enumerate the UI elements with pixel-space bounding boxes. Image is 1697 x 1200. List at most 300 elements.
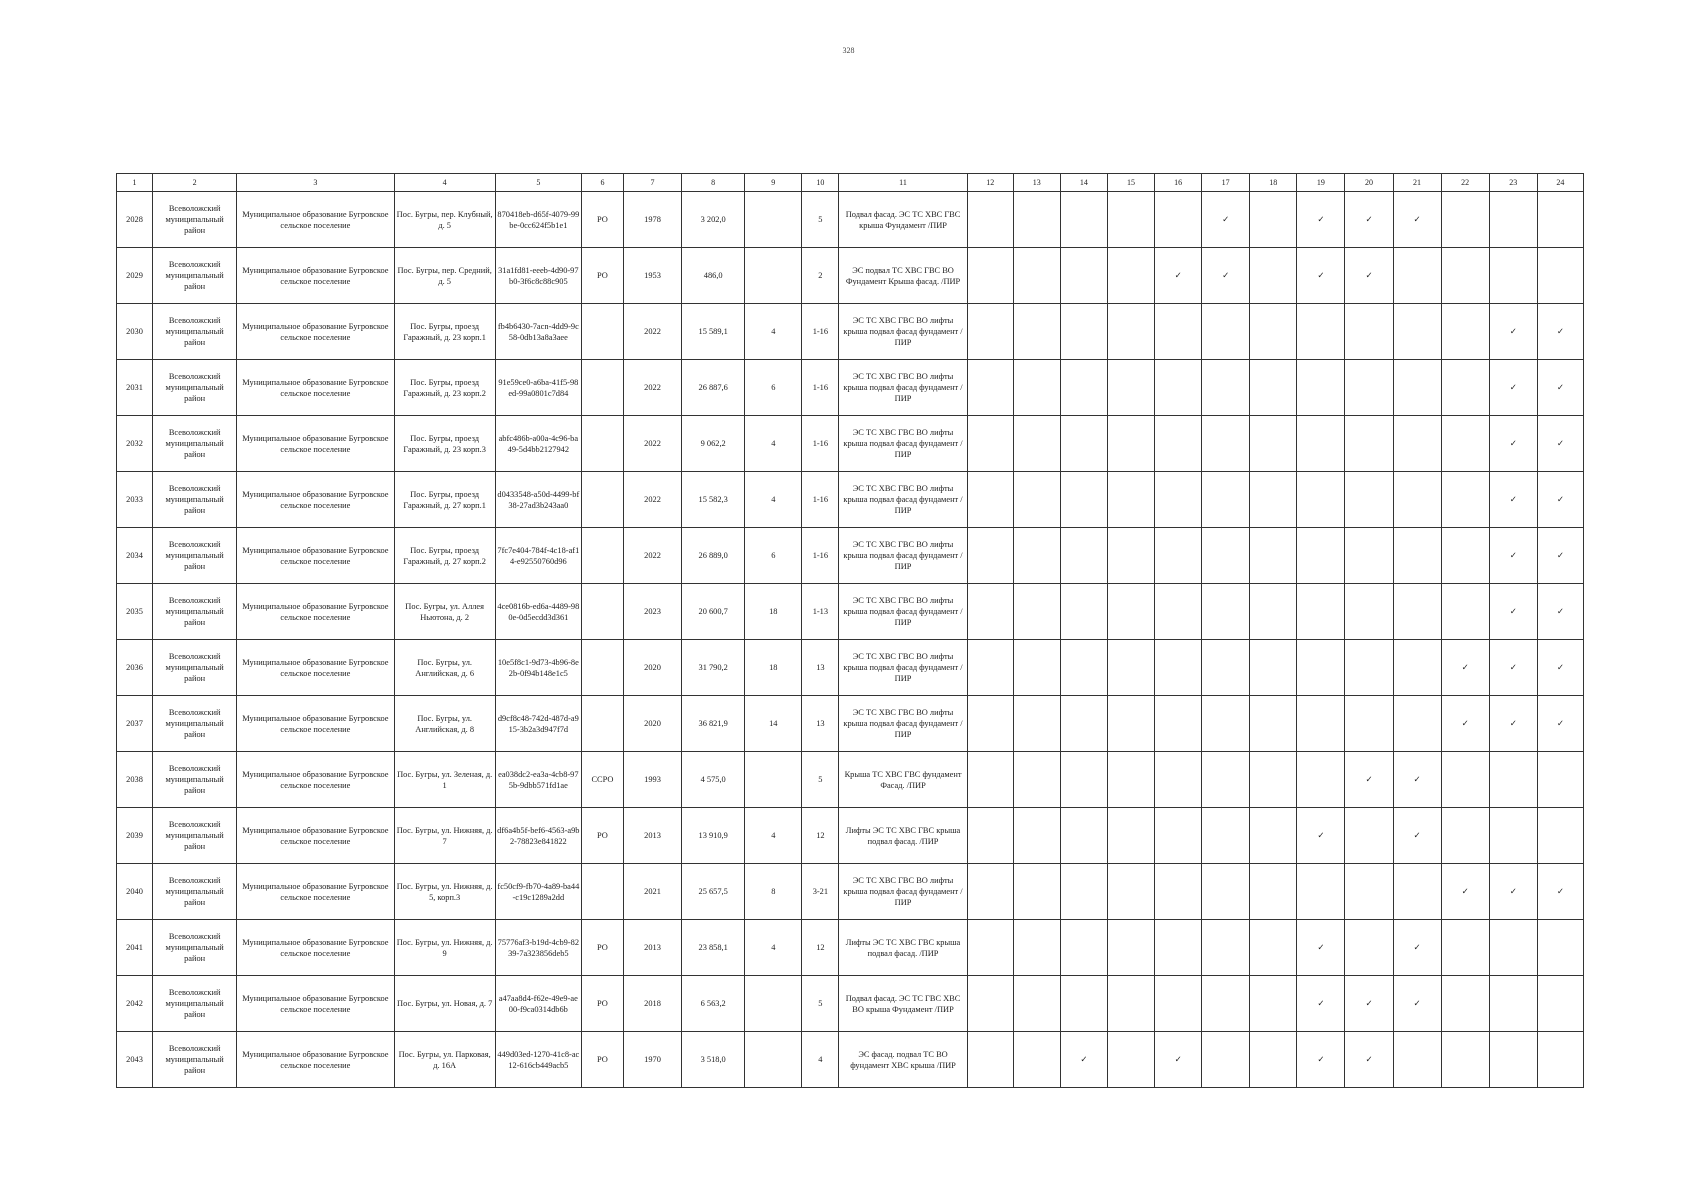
mark-cell-col-15 — [1107, 976, 1154, 1032]
column-header-1: 1 — [117, 174, 153, 192]
mark-cell-col-19 — [1297, 808, 1345, 864]
mark-cell-col-23 — [1489, 1032, 1537, 1088]
column-header-6: 6 — [581, 174, 623, 192]
table-row — [117, 360, 1584, 416]
mark-cell-col-16 — [1155, 808, 1202, 864]
row-number: 2038 — [117, 752, 153, 808]
mark-cell-col-13 — [1013, 640, 1060, 696]
address-cell: Пос. Бугры, ул. Английская, д. 6 — [394, 640, 495, 696]
area-cell: 31 790,2 — [682, 640, 745, 696]
area-cell: 3 518,0 — [682, 1032, 745, 1088]
check-mark-icon: ✓ — [1509, 719, 1517, 728]
mark-cell-col-21 — [1393, 248, 1441, 304]
column-header-9: 9 — [745, 174, 802, 192]
mark-cell-col-16 — [1155, 976, 1202, 1032]
works-cell: Подвал фасад. ЭС ТС ХВС ГВС крыша Фундамент /ПИР — [839, 192, 967, 248]
check-mark-icon: ✓ — [1461, 887, 1469, 896]
mark-cell-col-23 — [1489, 696, 1537, 752]
table-row — [117, 528, 1584, 584]
mark-cell-col-20 — [1345, 640, 1393, 696]
check-mark-icon: ✓ — [1174, 1055, 1182, 1064]
mark-cell-col-16 — [1155, 1032, 1202, 1088]
check-mark-icon: ✓ — [1365, 999, 1373, 1008]
house-id-cell: 870418eb-d65f-4079-99be-0cc624f5b1e1 — [495, 192, 581, 248]
mark-cell-col-17 — [1202, 696, 1250, 752]
mark-cell-col-22 — [1441, 472, 1489, 528]
area-cell: 6 563,2 — [682, 976, 745, 1032]
mark-cell-col-18 — [1250, 808, 1297, 864]
area-cell: 3 202,0 — [682, 192, 745, 248]
table-row — [117, 640, 1584, 696]
mark-cell-col-13 — [1013, 416, 1060, 472]
works-cell: ЭС фасад. подвал ТС ВО фундамент ХВС крыша /ПИР — [839, 1032, 967, 1088]
mark-cell-col-13 — [1013, 360, 1060, 416]
type-cell — [581, 472, 623, 528]
mark-cell-col-21 — [1393, 304, 1441, 360]
row-number: 2032 — [117, 416, 153, 472]
col9-cell: 18 — [745, 584, 802, 640]
mark-cell-col-24 — [1537, 976, 1583, 1032]
col10-cell: 12 — [802, 808, 839, 864]
address-cell: Пос. Бугры, ул. Нижняя, д. 9 — [394, 920, 495, 976]
mark-cell-col-13 — [1013, 528, 1060, 584]
col9-cell: 14 — [745, 696, 802, 752]
mark-cell-col-22 — [1441, 1032, 1489, 1088]
mark-cell-col-21 — [1393, 1032, 1441, 1088]
mark-cell-col-19 — [1297, 584, 1345, 640]
mark-cell-col-19 — [1297, 1032, 1345, 1088]
municipality-cell: Муниципальное образование Бугровское сельское поселение — [237, 248, 394, 304]
mark-cell-col-21 — [1393, 696, 1441, 752]
mark-cell-col-14 — [1060, 696, 1107, 752]
row-number: 2033 — [117, 472, 153, 528]
mark-cell-col-16 — [1155, 584, 1202, 640]
mark-cell-col-12 — [967, 304, 1013, 360]
table-row — [117, 192, 1584, 248]
mark-cell-col-20 — [1345, 528, 1393, 584]
district-cell: Всеволожский муниципальный район — [153, 192, 237, 248]
mark-cell-col-23 — [1489, 752, 1537, 808]
mark-cell-col-18 — [1250, 416, 1297, 472]
mark-cell-col-21 — [1393, 472, 1441, 528]
mark-cell-col-12 — [967, 248, 1013, 304]
area-cell: 36 821,9 — [682, 696, 745, 752]
col9-cell: 4 — [745, 920, 802, 976]
municipality-cell: Муниципальное образование Бугровское сельское поселение — [237, 528, 394, 584]
mark-cell-col-14 — [1060, 1032, 1107, 1088]
col10-cell: 12 — [802, 920, 839, 976]
mark-cell-col-12 — [967, 528, 1013, 584]
check-mark-icon: ✓ — [1556, 607, 1564, 616]
district-cell: Всеволожский муниципальный район — [153, 1032, 237, 1088]
address-cell: Пос. Бугры, проезд Гаражный, д. 23 корп.3 — [394, 416, 495, 472]
works-cell: ЭС ТС ХВС ГВС ВО лифты крыша подвал фасад фундамент /ПИР — [839, 640, 967, 696]
mark-cell-col-18 — [1250, 752, 1297, 808]
year-cell: 1993 — [624, 752, 682, 808]
mark-cell-col-13 — [1013, 472, 1060, 528]
mark-cell-col-14 — [1060, 640, 1107, 696]
mark-cell-col-16 — [1155, 528, 1202, 584]
district-cell: Всеволожский муниципальный район — [153, 808, 237, 864]
column-header-12: 12 — [967, 174, 1013, 192]
mark-cell-col-14 — [1060, 192, 1107, 248]
row-number: 2030 — [117, 304, 153, 360]
mark-cell-col-13 — [1013, 1032, 1060, 1088]
col10-cell: 13 — [802, 696, 839, 752]
mark-cell-col-19 — [1297, 752, 1345, 808]
check-mark-icon: ✓ — [1365, 1055, 1373, 1064]
house-id-cell: 7fc7e404-784f-4c18-af14-e92550760d96 — [495, 528, 581, 584]
check-mark-icon: ✓ — [1222, 215, 1230, 224]
mark-cell-col-20 — [1345, 920, 1393, 976]
check-mark-icon: ✓ — [1413, 775, 1421, 784]
mark-cell-col-17 — [1202, 360, 1250, 416]
municipality-cell: Муниципальное образование Бугровское сельское поселение — [237, 808, 394, 864]
mark-cell-col-22 — [1441, 808, 1489, 864]
mark-cell-col-23 — [1489, 640, 1537, 696]
col9-cell: 4 — [745, 472, 802, 528]
mark-cell-col-16 — [1155, 472, 1202, 528]
mark-cell-col-24 — [1537, 472, 1583, 528]
house-id-cell: d9cf8c48-742d-487d-a915-3b2a3d947f7d — [495, 696, 581, 752]
mark-cell-col-24 — [1537, 864, 1583, 920]
table-row — [117, 472, 1584, 528]
mark-cell-col-12 — [967, 640, 1013, 696]
mark-cell-col-13 — [1013, 696, 1060, 752]
district-cell: Всеволожский муниципальный район — [153, 584, 237, 640]
type-cell: РО — [581, 192, 623, 248]
table-row — [117, 584, 1584, 640]
column-header-24: 24 — [1537, 174, 1583, 192]
mark-cell-col-21 — [1393, 416, 1441, 472]
mark-cell-col-13 — [1013, 976, 1060, 1032]
col10-cell: 1-13 — [802, 584, 839, 640]
mark-cell-col-17 — [1202, 976, 1250, 1032]
house-id-cell: df6a4b5f-bef6-4563-a9b2-78823e841822 — [495, 808, 581, 864]
mark-cell-col-12 — [967, 864, 1013, 920]
table-row — [117, 416, 1584, 472]
municipality-cell: Муниципальное образование Бугровское сельское поселение — [237, 640, 394, 696]
mark-cell-col-24 — [1537, 808, 1583, 864]
col10-cell: 1-16 — [802, 528, 839, 584]
mark-cell-col-19 — [1297, 976, 1345, 1032]
year-cell: 2020 — [624, 640, 682, 696]
column-header-22: 22 — [1441, 174, 1489, 192]
col9-cell: 4 — [745, 808, 802, 864]
area-cell: 23 858,1 — [682, 920, 745, 976]
mark-cell-col-15 — [1107, 360, 1154, 416]
check-mark-icon: ✓ — [1365, 271, 1373, 280]
house-id-cell: 31a1fd81-eeeb-4d90-97b0-3f6c8c88c905 — [495, 248, 581, 304]
mark-cell-col-21 — [1393, 864, 1441, 920]
mark-cell-col-13 — [1013, 248, 1060, 304]
mark-cell-col-16 — [1155, 304, 1202, 360]
mark-cell-col-14 — [1060, 360, 1107, 416]
mark-cell-col-23 — [1489, 304, 1537, 360]
mark-cell-col-22 — [1441, 528, 1489, 584]
mark-cell-col-17 — [1202, 584, 1250, 640]
mark-cell-col-24 — [1537, 696, 1583, 752]
mark-cell-col-20 — [1345, 304, 1393, 360]
works-cell: Лифты ЭС ТС ХВС ГВС крыша подвал фасад. /ПИР — [839, 808, 967, 864]
mark-cell-col-21 — [1393, 640, 1441, 696]
mark-cell-col-17 — [1202, 752, 1250, 808]
row-number: 2034 — [117, 528, 153, 584]
mark-cell-col-17 — [1202, 864, 1250, 920]
type-cell: ССРО — [581, 752, 623, 808]
mark-cell-col-18 — [1250, 360, 1297, 416]
area-cell: 15 582,3 — [682, 472, 745, 528]
col9-cell — [745, 248, 802, 304]
mark-cell-col-23 — [1489, 472, 1537, 528]
table-row — [117, 696, 1584, 752]
address-cell: Пос. Бугры, проезд Гаражный, д. 23 корп.1 — [394, 304, 495, 360]
column-header-8: 8 — [682, 174, 745, 192]
check-mark-icon: ✓ — [1556, 551, 1564, 560]
mark-cell-col-19 — [1297, 696, 1345, 752]
check-mark-icon: ✓ — [1509, 495, 1517, 504]
mark-cell-col-19 — [1297, 920, 1345, 976]
mark-cell-col-20 — [1345, 192, 1393, 248]
row-number: 2039 — [117, 808, 153, 864]
mark-cell-col-23 — [1489, 248, 1537, 304]
year-cell: 2022 — [624, 360, 682, 416]
mark-cell-col-17 — [1202, 920, 1250, 976]
register-table — [116, 173, 1584, 1088]
col9-cell: 4 — [745, 304, 802, 360]
check-mark-icon: ✓ — [1222, 271, 1230, 280]
house-id-cell: abfc486b-a00a-4c96-ba49-5d4bb2127942 — [495, 416, 581, 472]
column-header-4: 4 — [394, 174, 495, 192]
row-number: 2041 — [117, 920, 153, 976]
district-cell: Всеволожский муниципальный район — [153, 752, 237, 808]
row-number: 2035 — [117, 584, 153, 640]
district-cell: Всеволожский муниципальный район — [153, 416, 237, 472]
mark-cell-col-12 — [967, 920, 1013, 976]
mark-cell-col-16 — [1155, 192, 1202, 248]
col9-cell — [745, 752, 802, 808]
mark-cell-col-15 — [1107, 696, 1154, 752]
table-row — [117, 920, 1584, 976]
mark-cell-col-19 — [1297, 192, 1345, 248]
header-row — [117, 174, 1584, 192]
year-cell: 2022 — [624, 416, 682, 472]
row-number: 2037 — [117, 696, 153, 752]
year-cell: 1953 — [624, 248, 682, 304]
address-cell: Пос. Бугры, ул. Нижняя, д. 7 — [394, 808, 495, 864]
house-id-cell: 4ce0816b-ed6a-4489-980e-0d5ecdd3d361 — [495, 584, 581, 640]
type-cell — [581, 584, 623, 640]
municipality-cell: Муниципальное образование Бугровское сельское поселение — [237, 920, 394, 976]
address-cell: Пос. Бугры, проезд Гаражный, д. 27 корп.2 — [394, 528, 495, 584]
district-cell: Всеволожский муниципальный район — [153, 640, 237, 696]
type-cell — [581, 416, 623, 472]
column-header-10: 10 — [802, 174, 839, 192]
mark-cell-col-12 — [967, 696, 1013, 752]
district-cell: Всеволожский муниципальный район — [153, 528, 237, 584]
mark-cell-col-24 — [1537, 528, 1583, 584]
mark-cell-col-19 — [1297, 528, 1345, 584]
check-mark-icon: ✓ — [1509, 607, 1517, 616]
row-number: 2042 — [117, 976, 153, 1032]
mark-cell-col-23 — [1489, 808, 1537, 864]
column-header-13: 13 — [1013, 174, 1060, 192]
mark-cell-col-15 — [1107, 864, 1154, 920]
column-header-15: 15 — [1107, 174, 1154, 192]
mark-cell-col-22 — [1441, 752, 1489, 808]
mark-cell-col-15 — [1107, 1032, 1154, 1088]
mark-cell-col-16 — [1155, 696, 1202, 752]
mark-cell-col-14 — [1060, 864, 1107, 920]
mark-cell-col-24 — [1537, 640, 1583, 696]
district-cell: Всеволожский муниципальный район — [153, 920, 237, 976]
municipality-cell: Муниципальное образование Бугровское сельское поселение — [237, 752, 394, 808]
house-id-cell: 91e59ce0-a6ba-41f5-98ed-99a0801c7d84 — [495, 360, 581, 416]
col9-cell — [745, 1032, 802, 1088]
mark-cell-col-15 — [1107, 640, 1154, 696]
district-cell: Всеволожский муниципальный район — [153, 248, 237, 304]
column-header-2: 2 — [153, 174, 237, 192]
mark-cell-col-18 — [1250, 528, 1297, 584]
year-cell: 2018 — [624, 976, 682, 1032]
year-cell: 2021 — [624, 864, 682, 920]
district-cell: Всеволожский муниципальный район — [153, 864, 237, 920]
mark-cell-col-14 — [1060, 472, 1107, 528]
area-cell: 9 062,2 — [682, 416, 745, 472]
table-header — [117, 174, 1584, 192]
type-cell: РО — [581, 976, 623, 1032]
area-cell: 20 600,7 — [682, 584, 745, 640]
mark-cell-col-24 — [1537, 584, 1583, 640]
column-header-17: 17 — [1202, 174, 1250, 192]
address-cell: Пос. Бугры, ул. Аллея Ньютона, д. 2 — [394, 584, 495, 640]
mark-cell-col-24 — [1537, 1032, 1583, 1088]
check-mark-icon: ✓ — [1556, 327, 1564, 336]
mark-cell-col-19 — [1297, 248, 1345, 304]
col10-cell: 13 — [802, 640, 839, 696]
mark-cell-col-15 — [1107, 248, 1154, 304]
check-mark-icon: ✓ — [1365, 215, 1373, 224]
check-mark-icon: ✓ — [1509, 383, 1517, 392]
mark-cell-col-19 — [1297, 472, 1345, 528]
mark-cell-col-22 — [1441, 640, 1489, 696]
table-row — [117, 752, 1584, 808]
mark-cell-col-23 — [1489, 864, 1537, 920]
mark-cell-col-17 — [1202, 528, 1250, 584]
table-row — [117, 1032, 1584, 1088]
address-cell: Пос. Бугры, ул. Парковая, д. 16А — [394, 1032, 495, 1088]
type-cell: РО — [581, 920, 623, 976]
mark-cell-col-20 — [1345, 864, 1393, 920]
mark-cell-col-20 — [1345, 752, 1393, 808]
mark-cell-col-16 — [1155, 360, 1202, 416]
type-cell — [581, 360, 623, 416]
check-mark-icon: ✓ — [1317, 943, 1325, 952]
address-cell: Пос. Бугры, проезд Гаражный, д. 27 корп.1 — [394, 472, 495, 528]
col9-cell: 4 — [745, 416, 802, 472]
col10-cell: 3-21 — [802, 864, 839, 920]
mark-cell-col-21 — [1393, 360, 1441, 416]
mark-cell-col-22 — [1441, 976, 1489, 1032]
house-id-cell: 75776af3-b19d-4cb9-8239-7a323856deb5 — [495, 920, 581, 976]
check-mark-icon: ✓ — [1461, 719, 1469, 728]
mark-cell-col-22 — [1441, 864, 1489, 920]
mark-cell-col-12 — [967, 976, 1013, 1032]
column-header-3: 3 — [237, 174, 394, 192]
row-number: 2043 — [117, 1032, 153, 1088]
works-cell: ЭС ТС ХВС ГВС ВО лифты крыша подвал фасад фундамент /ПИР — [839, 696, 967, 752]
house-id-cell: 449d03ed-1270-41c8-ac12-616cb449acb5 — [495, 1032, 581, 1088]
check-mark-icon: ✓ — [1317, 215, 1325, 224]
year-cell: 2022 — [624, 472, 682, 528]
mark-cell-col-23 — [1489, 920, 1537, 976]
row-number: 2028 — [117, 192, 153, 248]
year-cell: 1978 — [624, 192, 682, 248]
mark-cell-col-24 — [1537, 304, 1583, 360]
works-cell: ЭС ТС ХВС ГВС ВО лифты крыша подвал фасад фундамент /ПИР — [839, 584, 967, 640]
column-header-11: 11 — [839, 174, 967, 192]
mark-cell-col-18 — [1250, 584, 1297, 640]
type-cell — [581, 864, 623, 920]
year-cell: 2013 — [624, 920, 682, 976]
mark-cell-col-20 — [1345, 416, 1393, 472]
mark-cell-col-18 — [1250, 192, 1297, 248]
municipality-cell: Муниципальное образование Бугровское сельское поселение — [237, 864, 394, 920]
house-id-cell: fb4b6430-7acn-4dd9-9c58-0db13a8a3aee — [495, 304, 581, 360]
check-mark-icon: ✓ — [1556, 719, 1564, 728]
check-mark-icon: ✓ — [1509, 887, 1517, 896]
mark-cell-col-21 — [1393, 752, 1441, 808]
mark-cell-col-24 — [1537, 752, 1583, 808]
municipality-cell: Муниципальное образование Бугровское сельское поселение — [237, 416, 394, 472]
type-cell: РО — [581, 808, 623, 864]
municipality-cell: Муниципальное образование Бугровское сельское поселение — [237, 584, 394, 640]
mark-cell-col-14 — [1060, 808, 1107, 864]
mark-cell-col-12 — [967, 416, 1013, 472]
address-cell: Пос. Бугры, пер. Средний, д. 5 — [394, 248, 495, 304]
type-cell — [581, 696, 623, 752]
check-mark-icon: ✓ — [1556, 383, 1564, 392]
mark-cell-col-13 — [1013, 304, 1060, 360]
mark-cell-col-22 — [1441, 304, 1489, 360]
mark-cell-col-12 — [967, 808, 1013, 864]
col10-cell: 1-16 — [802, 304, 839, 360]
type-cell — [581, 304, 623, 360]
table-row — [117, 808, 1584, 864]
check-mark-icon: ✓ — [1413, 943, 1421, 952]
mark-cell-col-19 — [1297, 304, 1345, 360]
column-header-23: 23 — [1489, 174, 1537, 192]
check-mark-icon: ✓ — [1556, 439, 1564, 448]
municipality-cell: Муниципальное образование Бугровское сельское поселение — [237, 192, 394, 248]
mark-cell-col-24 — [1537, 248, 1583, 304]
mark-cell-col-16 — [1155, 248, 1202, 304]
mark-cell-col-21 — [1393, 528, 1441, 584]
table-body — [117, 192, 1584, 1088]
check-mark-icon: ✓ — [1556, 663, 1564, 672]
table-row — [117, 248, 1584, 304]
check-mark-icon: ✓ — [1509, 439, 1517, 448]
mark-cell-col-18 — [1250, 864, 1297, 920]
municipality-cell: Муниципальное образование Бугровское сельское поселение — [237, 696, 394, 752]
mark-cell-col-15 — [1107, 304, 1154, 360]
municipality-cell: Муниципальное образование Бугровское сельское поселение — [237, 304, 394, 360]
district-cell: Всеволожский муниципальный район — [153, 360, 237, 416]
check-mark-icon: ✓ — [1317, 271, 1325, 280]
works-cell: Подвал фасад. ЭС ТС ГВС ХВС ВО крыша Фундамент /ПИР — [839, 976, 967, 1032]
municipality-cell: Муниципальное образование Бугровское сельское поселение — [237, 472, 394, 528]
works-cell: ЭС ТС ХВС ГВС ВО лифты крыша подвал фасад фундамент /ПИР — [839, 360, 967, 416]
